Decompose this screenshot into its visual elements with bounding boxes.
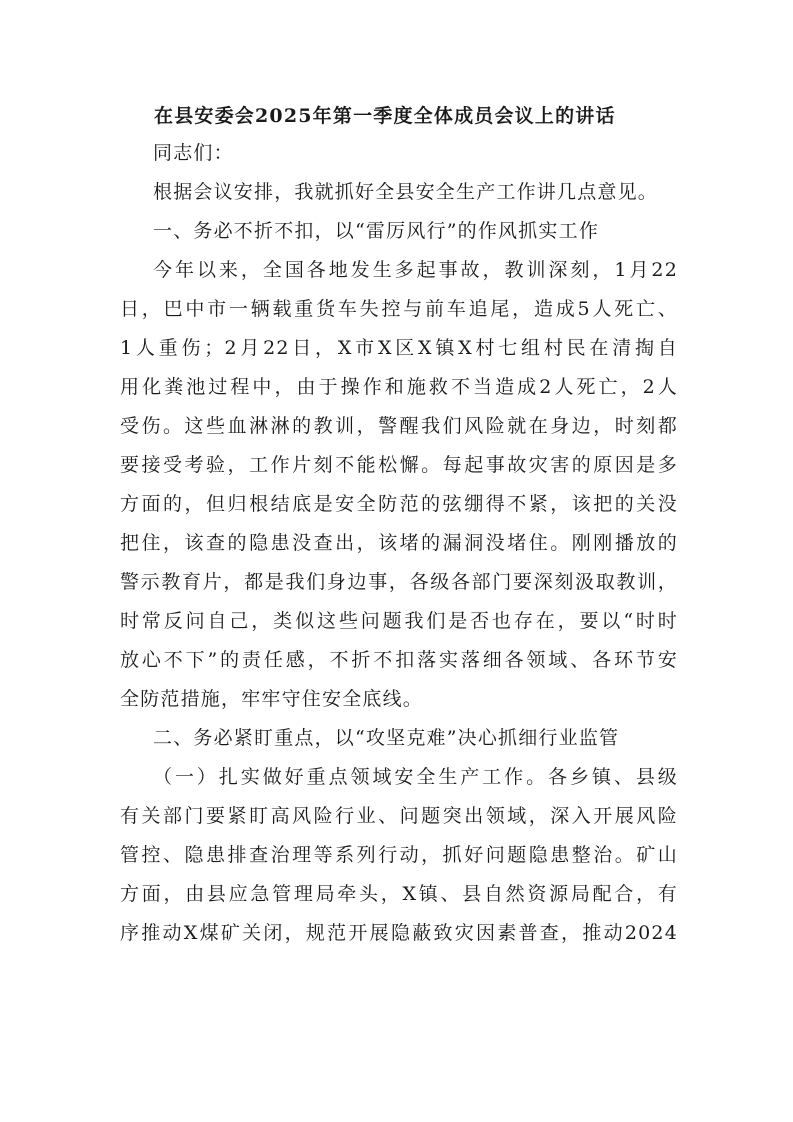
paragraph-line: 有关部门要紧盯高风险行业、问题突出领域，深入开展风险 bbox=[120, 805, 678, 827]
paragraph-line: 警示教育片，都是我们身边事，各级各部门要深刻汲取教训， bbox=[120, 571, 678, 593]
document-title: 在县安委会2025年第一季度全体成员会议上的讲话 bbox=[154, 105, 616, 127]
paragraph-line: 今年以来，全国各地发生多起事故，教训深刻，1月22 bbox=[153, 259, 678, 281]
paragraph-line: 放心不下”的责任感，不折不扣落实落细各领域、各环节安 bbox=[120, 649, 678, 671]
section-heading-1: 一、务必不折不扣，以“雷厉风行”的作风抓实工作 bbox=[153, 220, 600, 242]
paragraph-line: （一）扎实做好重点领域安全生产工作。各乡镇、县级 bbox=[153, 766, 678, 788]
intro-line: 根据会议安排，我就抓好全县安全生产工作讲几点意见。 bbox=[153, 181, 659, 203]
paragraph-line: 时常反问自己，类似这些问题我们是否也存在，要以“时时 bbox=[120, 610, 678, 632]
paragraph-line: 方面的，但归根结底是安全防范的弦绷得不紧，该把的关没 bbox=[120, 493, 678, 515]
salutation-line: 同志们： bbox=[153, 142, 234, 164]
section-heading-2: 二、务必紧盯重点，以“攻坚克难”决心抓细行业监管 bbox=[153, 727, 620, 749]
paragraph-line: 要接受考验，工作片刻不能松懈。每起事故灾害的原因是多 bbox=[120, 454, 678, 476]
paragraph-line: 全防范措施，牢牢守住安全底线。 bbox=[120, 688, 424, 710]
paragraph-line: 把住，该查的隐患没查出，该堵的漏洞没堵住。刚刚播放的 bbox=[120, 532, 678, 554]
paragraph-line: 1人重伤；2月22日，X市X区X镇X村七组村民在清掏自 bbox=[120, 337, 678, 359]
document-body bbox=[120, 98, 678, 953]
paragraph-line: 序推动X煤矿关闭，规范开展隐蔽致灾因素普查，推动2024 bbox=[120, 922, 678, 944]
paragraph-line: 方面，由县应急管理局牵头，X镇、县自然资源局配合，有 bbox=[120, 883, 678, 905]
paragraph-line: 管控、隐患排查治理等系列行动，抓好问题隐患整治。矿山 bbox=[120, 844, 678, 866]
paragraph-line: 日，巴中市一辆载重货车失控与前车追尾，造成5人死亡、 bbox=[120, 298, 678, 320]
paragraph-line: 受伤。这些血淋淋的教训，警醒我们风险就在身边，时刻都 bbox=[120, 415, 678, 437]
paragraph-line: 用化粪池过程中，由于操作和施救不当造成2人死亡，2人 bbox=[120, 376, 678, 398]
